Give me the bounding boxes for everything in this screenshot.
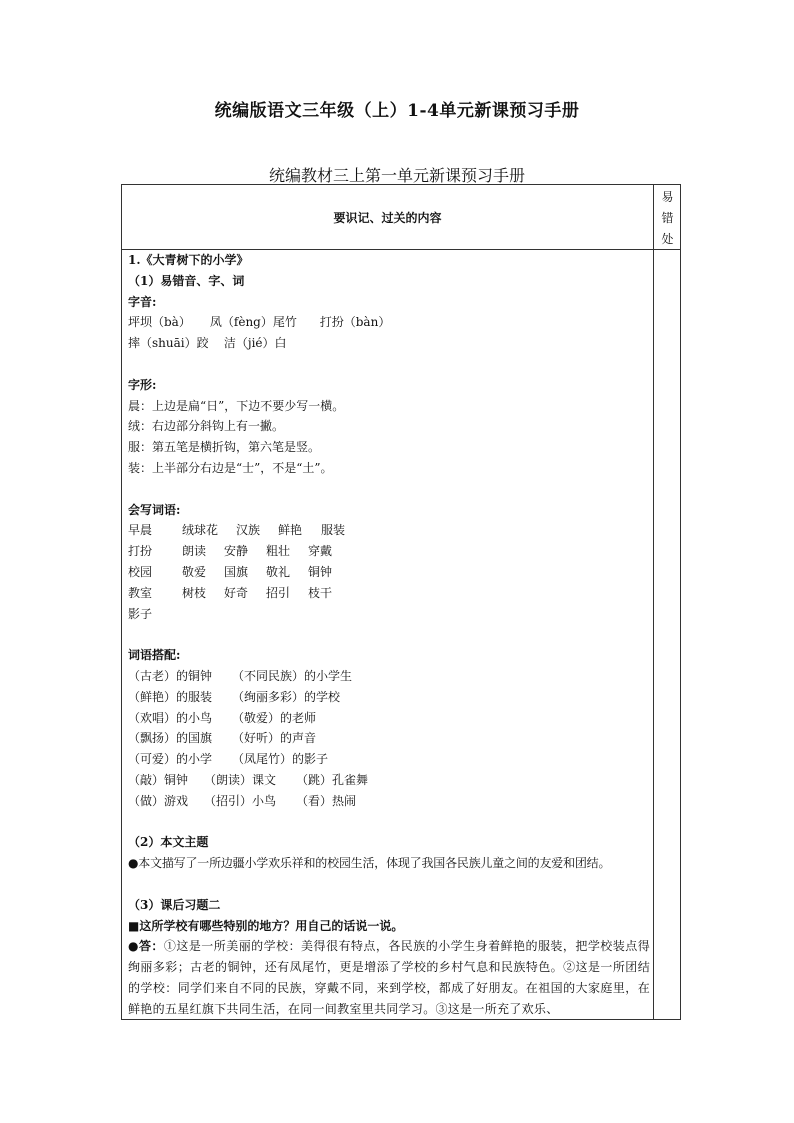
word-row xyxy=(128,562,650,583)
preview-table xyxy=(121,184,681,1020)
phrase-row xyxy=(128,791,650,812)
zi-xing-line: 绒：右边部分斜钩上有一撇。 xyxy=(128,419,285,434)
phrase: （好听）的声音 xyxy=(232,731,317,746)
word: 穿戴 xyxy=(308,544,333,559)
header-side-char: 错 xyxy=(661,211,674,225)
section-heading: （3）课后习题二 xyxy=(128,897,221,912)
da-pei-label: 词语搭配: xyxy=(128,648,181,663)
phrase: （可爱）的小学 xyxy=(128,752,213,767)
word: 教室 xyxy=(128,585,153,600)
word: 鲜艳 xyxy=(278,523,303,538)
word: 打扮 xyxy=(128,544,153,559)
table-header-main: 要识记、过关的内容 xyxy=(333,211,442,225)
phrase: （飘扬）的国旗 xyxy=(128,731,213,746)
phrase-row xyxy=(128,708,650,729)
header-side-char: 易 xyxy=(661,190,674,204)
phrase: （跳）孔雀舞 xyxy=(296,772,369,787)
word: 朗读 xyxy=(182,544,207,559)
word: 招引 xyxy=(266,585,291,600)
document-title: 统编版语文三年级（上）1-4单元新课预习手册 xyxy=(214,101,580,121)
answer-paragraph xyxy=(128,936,650,1020)
phrase: （朗读）课文 xyxy=(204,772,277,787)
table-header-side xyxy=(654,187,681,250)
phrase: （不同民族）的小学生 xyxy=(232,668,353,683)
phrase: （凤尾竹）的影子 xyxy=(232,752,329,767)
word: 服装 xyxy=(321,523,346,538)
word: 绒球花 xyxy=(182,523,219,538)
question-text: ■这所学校有哪些特别的地方？用自己的话说一说。 xyxy=(128,918,404,933)
word-row xyxy=(128,583,650,604)
word: 汉族 xyxy=(236,523,261,538)
section-heading: （2）本文主题 xyxy=(128,835,209,850)
zi-yin-label: 字音: xyxy=(128,294,157,309)
section-heading: （1）易错音、字、词 xyxy=(128,273,245,288)
word-row xyxy=(128,541,650,562)
lesson-content xyxy=(128,250,650,1020)
zi-yin-line: 摔（shuāi）跤 洁（jié）白 xyxy=(128,336,287,351)
column-divider xyxy=(653,185,654,1019)
phrase: （鲜艳）的服装 xyxy=(128,689,213,704)
word: 枝干 xyxy=(308,585,333,600)
phrase: （绚丽多彩）的学校 xyxy=(232,689,341,704)
word-row xyxy=(128,520,650,541)
phrase-row xyxy=(128,666,650,687)
phrase-row xyxy=(128,687,650,708)
phrase: （招引）小鸟 xyxy=(204,793,277,808)
answer-label: ●答： xyxy=(128,939,164,954)
phrase: （看）热闹 xyxy=(296,793,357,808)
phrase-row xyxy=(128,728,650,749)
phrase-row xyxy=(128,770,650,791)
phrase: （做）游戏 xyxy=(128,793,189,808)
answer-text: ①这是一所美丽的学校：美得很有特点，各民族的小学生身着鲜艳的服装，把学校装点得绚丽多彩；古老的铜钟，还有凤尾竹，更是增添了学校的乡村气息和民族特色。②这是一所团结的学校：同学们来自不同的民族，穿戴不同，来到学校，都成了好朋友。在祖国的大家庭里，在鲜艳的五星红旗下共同生活，在同一间教室里共同学习。③这是一所充了欢乐、 xyxy=(128,939,651,1017)
word: 树枝 xyxy=(182,585,207,600)
phrase: （敲）铜钟 xyxy=(128,772,189,787)
word: 粗壮 xyxy=(266,544,291,559)
word: 好奇 xyxy=(224,585,249,600)
word-row xyxy=(128,604,650,625)
header-side-char: 处 xyxy=(661,232,674,246)
phrase: （敬爱）的老师 xyxy=(232,710,317,725)
zi-xing-label: 字形: xyxy=(128,377,157,392)
word: 校园 xyxy=(128,564,153,579)
zi-xing-line: 晨：上边是扁“日”，下边不要少写一横。 xyxy=(128,398,345,413)
theme-text: ●本文描写了一所边疆小学欢乐祥和的校园生活，体现了我国各民族儿童之间的友爱和团结。 xyxy=(128,856,611,871)
word: 早晨 xyxy=(128,523,153,538)
phrase-row xyxy=(128,749,650,770)
phrase: （欢唱）的小鸟 xyxy=(128,710,213,725)
zi-xing-line: 服：第五笔是横折钩，第六笔是竖。 xyxy=(128,440,321,455)
lesson-title: 1.《大青树下的小学》 xyxy=(128,253,249,267)
phrase: （古老）的铜钟 xyxy=(128,668,213,683)
word: 安静 xyxy=(224,544,249,559)
zi-xing-line: 装：上半部分右边是“士”，不是“土”。 xyxy=(128,460,333,475)
word: 敬礼 xyxy=(266,564,291,579)
word: 影子 xyxy=(128,606,153,621)
hui-xie-label: 会写词语: xyxy=(128,502,181,517)
word: 铜钟 xyxy=(308,564,333,579)
zi-yin-line: 坪坝（bà） 凤（fèng）尾竹 打扮（bàn） xyxy=(128,315,391,330)
unit-subtitle: 统编教材三上第一单元新课预习手册 xyxy=(268,166,525,185)
word: 国旗 xyxy=(224,564,249,579)
word: 敬爱 xyxy=(182,564,207,579)
